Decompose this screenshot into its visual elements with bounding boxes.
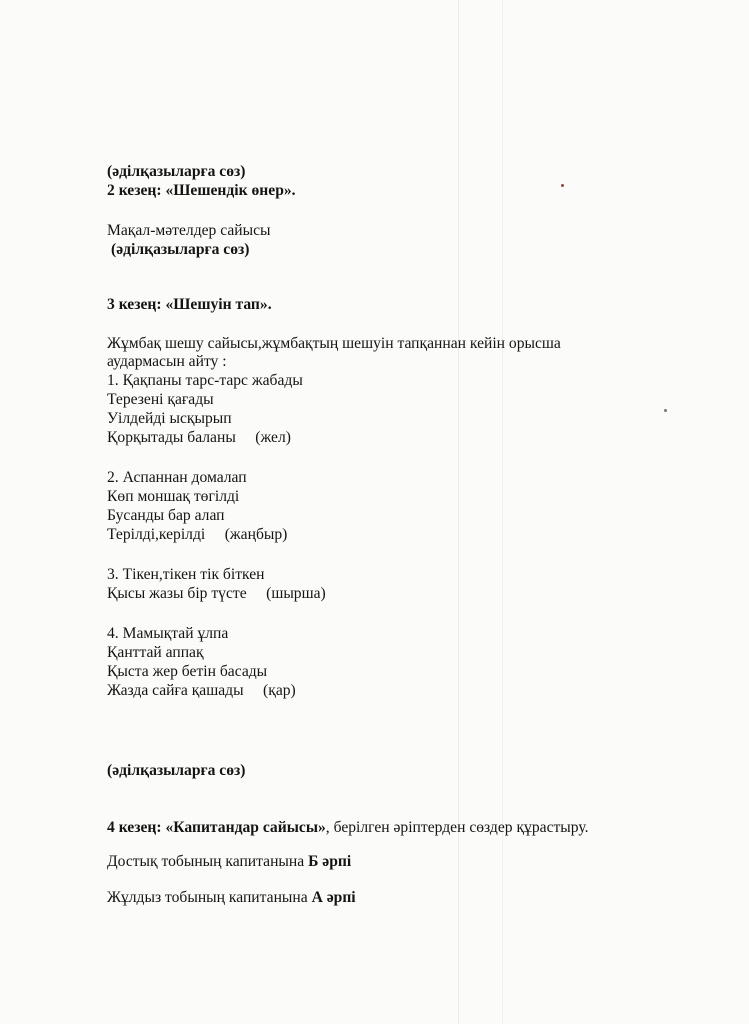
stage-3-title: 3 кезең: «Шешуін тап».	[107, 296, 272, 313]
riddle-line: Уілдейді ысқырып	[107, 410, 232, 427]
riddles-intro: аудармасын айту :	[107, 353, 227, 370]
riddle-line: Бусанды бар алап	[107, 507, 225, 524]
scan-speck	[664, 409, 667, 412]
stage-4-title-rest: , берілген әріптерден сөздер құрастыру.	[325, 819, 589, 836]
riddle-line: Көп моншақ төгілді	[107, 488, 240, 505]
riddle-line: 1. Қақпаны тарс-тарс жабады	[107, 372, 303, 389]
scan-fold-line	[502, 0, 503, 1024]
stage-4-title	[107, 819, 589, 837]
team-2-letter: А әрпі	[311, 889, 356, 906]
riddle-line: Қанттай аппақ	[107, 644, 204, 661]
team-1-letter: Б әрпі	[308, 853, 352, 870]
judges-note: (әділқазыларға сөз)	[107, 762, 246, 779]
riddle-line: Қорқытады баланы (жел)	[107, 429, 291, 446]
stage-4-title-bold: 4 кезең: «Капитандар сайысы»	[107, 819, 326, 836]
judges-note: (әділқазыларға сөз)	[111, 241, 250, 258]
riddle-line: 4. Мамықтай ұлпа	[107, 625, 229, 642]
proverbs-title: Мақал-мәтелдер сайысы	[107, 222, 271, 239]
scan-speck	[561, 184, 564, 187]
riddles-intro: Жұмбақ шешу сайысы,жұмбақтың шешуін тапқаннан кейін орысша	[107, 335, 561, 352]
team-2-text: Жұлдыз тобының капитанына	[107, 889, 312, 906]
team-1-text: Достық тобының капитанына	[107, 853, 309, 870]
team-2-task	[107, 889, 356, 907]
stage-2-title: 2 кезең: «Шешендік өнер».	[107, 182, 296, 199]
riddle-line: Жазда сайға қашады (қар)	[107, 682, 296, 699]
scan-fold-line	[458, 0, 459, 1024]
riddle-line: Терезені қағады	[107, 391, 214, 408]
riddle-line: Терілді,керілді (жаңбыр)	[107, 526, 288, 543]
riddle-line: 2. Аспаннан домалап	[107, 469, 247, 486]
riddle-line: Қыста жер бетін басады	[107, 663, 268, 680]
riddle-line: 3. Тікен,тікен тік біткен	[107, 566, 265, 583]
team-1-task	[107, 853, 351, 871]
judges-note: (әділқазыларға сөз)	[107, 163, 246, 180]
riddle-line: Қысы жазы бір түсте (шырша)	[107, 585, 326, 602]
